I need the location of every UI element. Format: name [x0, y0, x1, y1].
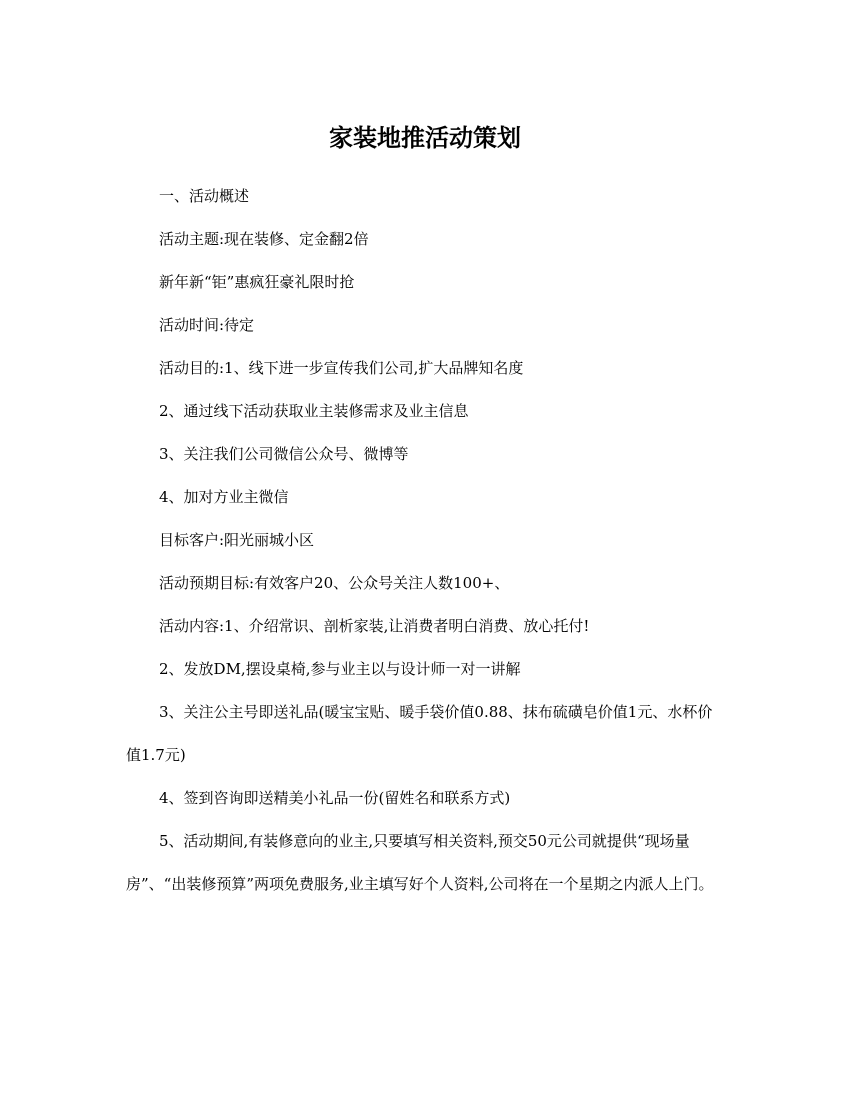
paragraph-content-1: 活动内容:1、介绍常识、剖析家装,让消费者明白消费、放心托付!	[159, 617, 590, 635]
paragraph-content-2: 2、发放DM,摆设桌椅,参与业主以与设计师一对一讲解	[159, 660, 521, 678]
paragraph-purpose-1: 活动目的:1、线下进一步宣传我们公司,扩大品牌知名度	[159, 359, 524, 377]
paragraph-content-3: 3、关注公主号即送礼品(暖宝宝贴、暖手袋价值0.88、抹布硫磺皂价值1元、水杯价值1.7元)	[126, 703, 713, 764]
paragraph-theme: 活动主题:现在装修、定金翻2倍	[159, 230, 369, 248]
paragraph-purpose-2: 2、通过线下活动获取业主装修需求及业主信息	[159, 402, 469, 420]
document-title: 家装地推活动策划	[329, 123, 521, 152]
section-heading-overview: 一、活动概述	[159, 187, 250, 205]
paragraph-slogan: 新年新“钜”惠疯狂豪礼限时抢	[159, 273, 355, 291]
paragraph-purpose-3: 3、关注我们公司微信公众号、微博等	[159, 445, 409, 463]
document-body	[126, 175, 726, 906]
paragraph-content-4: 4、签到咨询即送精美小礼品一份(留姓名和联系方式)	[159, 789, 511, 807]
paragraph-purpose-4: 4、加对方业主微信	[159, 488, 289, 506]
paragraph-target-customer: 目标客户:阳光丽城小区	[159, 531, 315, 549]
paragraph-time: 活动时间:待定	[159, 316, 255, 334]
paragraph-expected-goal: 活动预期目标:有效客户20、公众号关注人数100+、	[159, 574, 510, 592]
paragraph-content-5: 5、活动期间,有装修意向的业主,只要填写相关资料,预交50元公司就提供“现场量房”、“出装修预算”两项免费服务,业主填写好个人资料,公司将在一个星期之内派人上门。	[126, 832, 714, 893]
